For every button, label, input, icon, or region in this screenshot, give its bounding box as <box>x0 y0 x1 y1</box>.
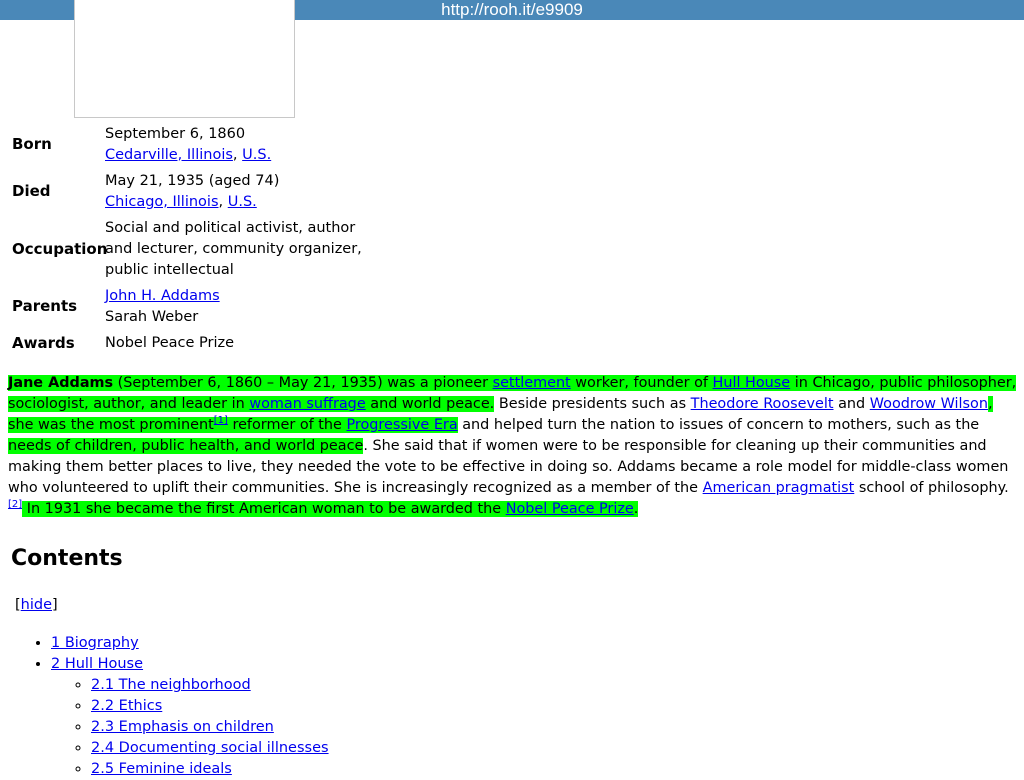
woodrow-wilson-link[interactable]: Woodrow Wilson <box>869 396 988 412</box>
toc-link-hull-house[interactable]: 2 Hull House <box>51 656 144 672</box>
lead-text: In 1931 she became the first American woman to be awarded the <box>22 501 506 517</box>
parent-mother: Sarah Weber <box>105 309 199 325</box>
lead-text: school of philosophy. <box>854 480 1009 496</box>
awards-value: Nobel Peace Prize <box>105 335 235 351</box>
toc-link-emphasis-children[interactable]: 2.3 Emphasis on children <box>91 719 274 735</box>
toc-item <box>91 675 329 696</box>
toc-item <box>91 738 329 759</box>
lead-highlight-4 <box>22 501 638 517</box>
lead-text: in Chicago, public philosopher, sociologist, author, and leader in <box>8 375 1017 412</box>
reference-1-link[interactable]: [1] <box>213 415 228 427</box>
parents-label: Parents <box>12 297 78 315</box>
toc-item <box>91 696 329 717</box>
american-pragmatist-link[interactable]: American pragmatist <box>702 480 855 496</box>
toc-link-feminine-ideals[interactable]: 2.5 Feminine ideals <box>91 761 232 777</box>
toc-link-biography[interactable]: 1 Biography <box>51 635 139 651</box>
died-country-link[interactable]: U.S. <box>227 194 257 210</box>
progressive-era-link[interactable]: Progressive Era <box>346 417 458 433</box>
lead-text: worker, founder of <box>570 375 713 391</box>
lead-text: reformer of the <box>227 417 347 433</box>
born-country-link[interactable]: U.S. <box>242 147 272 163</box>
lead-text: . She said that if women were to be responsible for cleaning up their communities and making them better places to live, they needed the vote to be effective in doing so. Addams became a role model for middle-class women who volunteered to uplift their communities. She is increasingly recognized as a member of the <box>8 438 1009 496</box>
lead-highlight-3: needs of children, public health, and world peace <box>8 438 364 454</box>
settlement-link[interactable]: settlement <box>492 375 571 391</box>
toc-item <box>91 717 329 738</box>
theodore-roosevelt-link[interactable]: Theodore Roosevelt <box>690 396 834 412</box>
lead-paragraph <box>8 373 1020 520</box>
born-date: September 6, 1860 <box>105 126 246 142</box>
portrait-image-frame <box>74 0 295 118</box>
lead-text: (September 6, 1860 – May 21, 1935) was a pioneer <box>113 375 493 391</box>
parent-father-link[interactable]: John H. Addams <box>105 288 220 304</box>
born-value: September 6, 1860 Cedarville, Illinois, U.S. <box>105 126 272 163</box>
lead-text: and world peace. <box>365 396 495 412</box>
born-place-link[interactable]: Cedarville, Illinois <box>105 147 233 163</box>
reference-2-link[interactable]: [2] <box>8 499 23 511</box>
contents-heading: Contents <box>11 546 123 571</box>
lead-text: . <box>633 501 639 517</box>
url-text: http://rooh.it/e9909 <box>441 0 583 19</box>
occupation-value: Social and political activist, author and lecturer, community organizer, public intellectual <box>105 220 362 278</box>
subject-name: Jane Addams <box>8 375 114 391</box>
toc-item <box>51 633 329 654</box>
occupation-label: Occupation <box>12 240 108 258</box>
toc-link-social-illnesses[interactable]: 2.4 Documenting social illnesses <box>91 740 329 756</box>
died-place-link[interactable]: Chicago, Illinois <box>105 194 219 210</box>
died-label: Died <box>12 182 51 200</box>
toc-hide-toggle <box>15 597 58 613</box>
died-date: May 21, 1935 (aged 74) <box>105 173 280 189</box>
table-of-contents <box>11 633 329 780</box>
lead-text: , she was the most prominent <box>8 396 993 433</box>
toc-item <box>91 759 329 780</box>
lead-text: Beside presidents such as <box>494 396 691 412</box>
born-label: Born <box>12 135 52 153</box>
nobel-peace-prize-link[interactable]: Nobel Peace Prize <box>505 501 634 517</box>
lead-text: and <box>833 396 870 412</box>
hull-house-link[interactable]: Hull House <box>712 375 791 391</box>
toc-link-ethics[interactable]: 2.2 Ethics <box>91 698 163 714</box>
toc-link-neighborhood[interactable]: 2.1 The neighborhood <box>91 677 251 693</box>
woman-suffrage-link[interactable]: woman suffrage <box>249 396 366 412</box>
died-value: May 21, 1935 (aged 74) Chicago, Illinois, U.S. <box>105 173 280 210</box>
lead-text: and helped turn the nation to issues of concern to mothers, such as the <box>457 417 980 433</box>
awards-label: Awards <box>12 334 75 352</box>
toc-item <box>51 654 329 780</box>
bracket-open: [ <box>15 597 21 613</box>
parents-value <box>105 286 365 328</box>
toc-sublist <box>51 675 329 780</box>
hide-link[interactable]: hide <box>20 597 53 613</box>
bracket-close: ] <box>52 597 58 613</box>
